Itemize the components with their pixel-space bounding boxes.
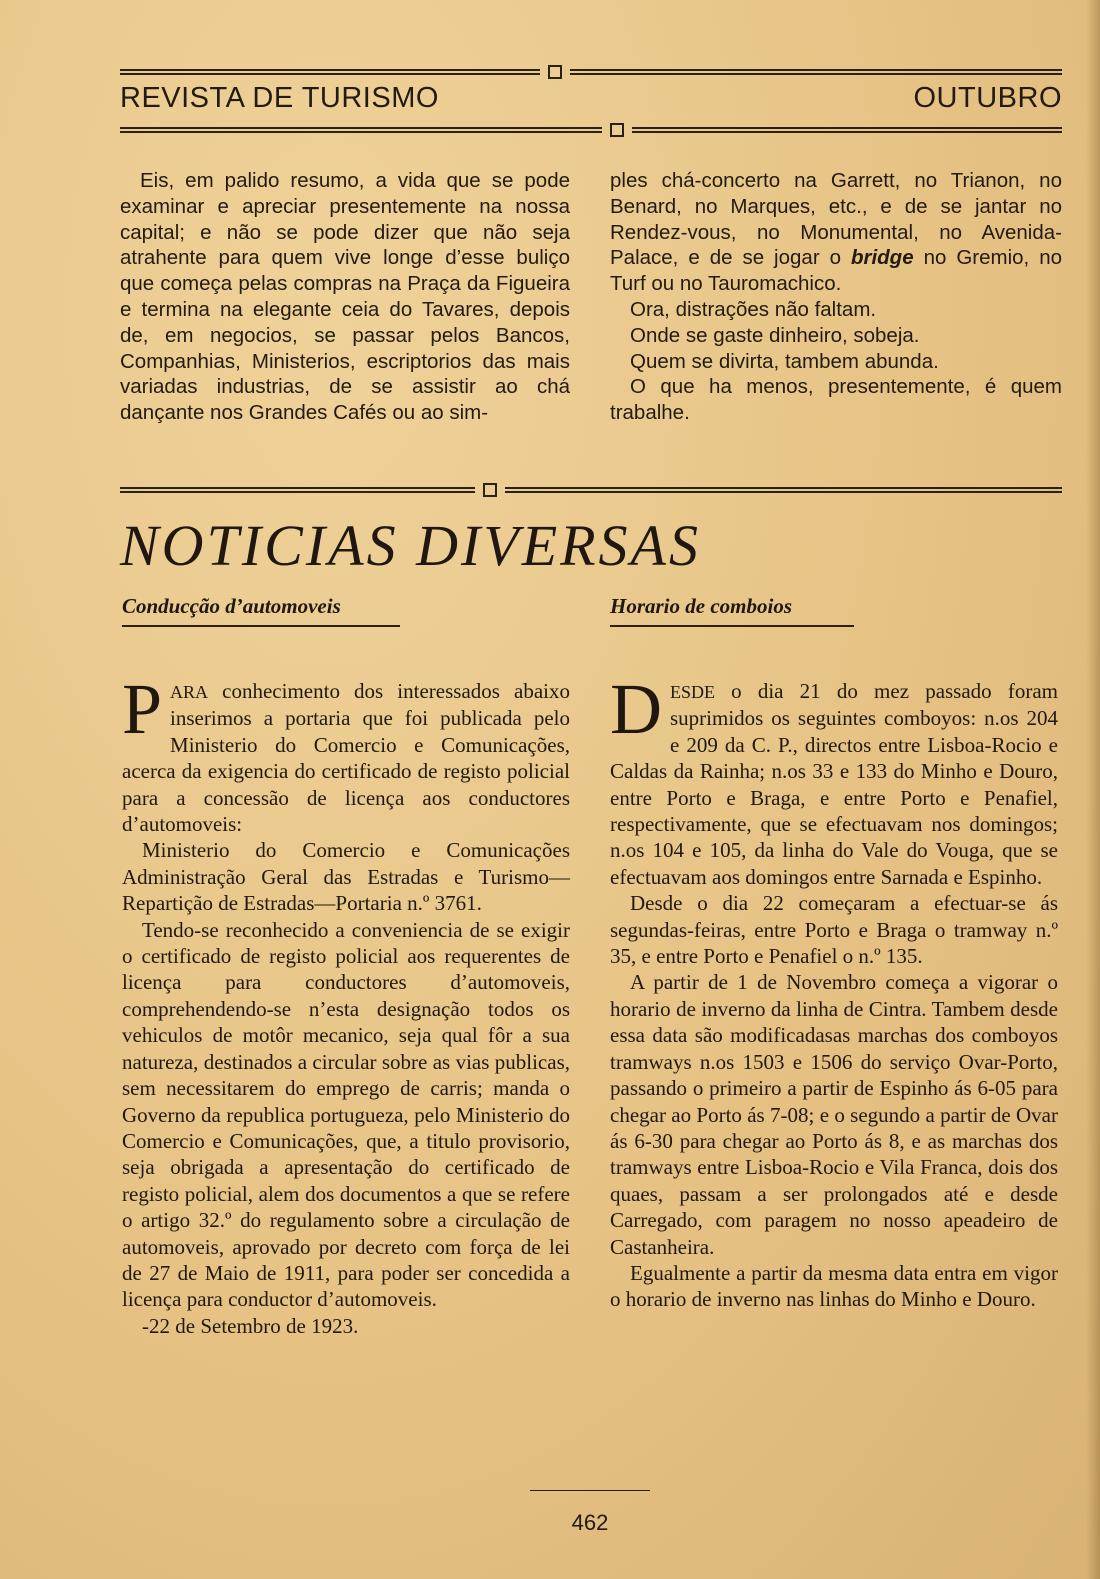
ornament-square-icon [548, 65, 562, 79]
article-paragraph: Tendo-se reconhecido a conveniencia de se exigir o certificado de registo policial aos requerentes de licença para conductores d’automoveis, comprehendendo-se n’esta designação todos os vehiculos de motôr mecanico, seja qual fôr a sua natureza, destinados a circular sobre as vias publicas, sem necessitarem do emprego de carris; manda o Governo da republica portugueza, pelo Ministerio do Comercio e Comunicações, que, a titulo provisorio, seja obrigada a apresentação do certificado de registo policial, alem dos documentos a que se refere o artigo 32.º do regulamento sobre a circulação de automoveis, aprovado por decreto com força de lei de 27 de Maio de 1911, para poder ser concedida a licença para conductor d’automoveis. [122, 917, 570, 1312]
ornament-square-icon [610, 123, 624, 137]
article-paragraph: Desde o dia 22 começaram a efectuar-se ás segundas-feiras, entre Porto e Braga o tramway n.º 35, e entre Porto e Penafiel o n.º 135. [610, 891, 1058, 969]
article-paragraph: Ministerio do Comercio e Comunicações Administração Geral das Estradas e Turismo—Repartição de Estradas—Portaria n.º 3761. [122, 838, 570, 916]
drop-cap: D [610, 669, 662, 749]
article-comboios [610, 669, 1058, 1313]
intro-line: Quem se divirta, tambem abunda. [630, 349, 939, 373]
ornament-square-icon [483, 483, 497, 497]
article-heading-comboios: Horario de comboios [610, 594, 854, 627]
section-title: NOTICIAS DIVERSAS [120, 513, 701, 578]
intro-line: O que ha menos, presentemente, é quem trabalhe. [610, 375, 1062, 425]
folio-rule [530, 1490, 650, 1491]
header-top-rule [120, 65, 1062, 79]
article-paragraph: Egualmente a partir da mesma data entra em vigor o horario de inverno nas linhas do Minho e Douro. [610, 1260, 1058, 1312]
article-heading-automoveis: Conducção d’automoveis [122, 594, 400, 627]
intro-paragraph: Eis, em palido resumo, a vida que se pode examinar e apreciar presentemente na nossa capital; e não se pode dizer que não seja atrahente para quem vive longe d’esse buliço que começa pelas compras na Praça da Figueira e termina na elegante ceia do Tavares, depois de, em negocios, se passar pelos Bancos, Companhias, Ministerios, escriptorios das mais variadas industrias, de se assistir ao chá dançante nos Grandes Cafés ou ao sim- [120, 169, 570, 425]
drop-cap: P [122, 669, 163, 749]
section-divider [120, 483, 1062, 497]
running-header [120, 80, 1062, 116]
article-paragraph: PARA conhecimento dos interessados abaixo inserimos a portaria que foi publicada pelo Ministerio do Comercio e Comunicações, acerca da exigencia do certificado de registo policial para a concessão de licença aos conductores d’automoveis: [122, 669, 570, 837]
intro-column-left [120, 168, 570, 426]
article-paragraph: DESDE o dia 21 do mez passado foram suprimidos os seguintes comboyos: n.os 204 e 209 da C. P., directos entre Lisboa-Rocio e Caldas da Rainha; n.os 33 e 133 do Minho e Douro, entre Porto e Braga, e entre Porto e Penafiel, respectivamente, que se efectuavam nos domingos; n.os 104 e 105, da linha do Vale do Vouga, que se efectuavam aos domingos entre Sarnada e Espinho. [610, 669, 1058, 889]
page-edge-shadow [1086, 0, 1100, 1579]
publication-title: REVISTA DE TURISMO [120, 81, 439, 114]
page-number: 462 [571, 1510, 609, 1535]
header-bottom-rule [120, 123, 1062, 137]
intro-paragraph-continued: ples chá-concerto na Garrett, no Trianon, no Benard, no Marques, etc., e de se jantar no Rendez-vous, no Monumental, no Avenida-Palace, e de se jogar o bridge no Gremio, no Turf ou no Tauromachico. [610, 169, 1063, 296]
intro-line: Onde se gaste dinheiro, sobeja. [630, 323, 920, 347]
article-automoveis [122, 669, 570, 1339]
article-date: -22 de Setembro de 1923. [142, 1313, 359, 1338]
intro-column-right [610, 168, 1062, 426]
intro-line: Ora, distrações não faltam. [630, 297, 877, 321]
article-paragraph: A partir de 1 de Novembro começa a vigorar o horario de inverno da linha de Cintra. Tambem desde essa data são modificadasas marchas dos comboyos tramways n.os 1503 e 1506 do serviço Ovar-Porto, passando o primeiro a partir de Espinho ás 6-05 para chegar ao Porto ás 7-08; e o segundo a partir de Ovar ás 6-30 para chegar ao Porto ás 8, e as marchas dos tramways entre Lisboa-Rocio e Vila Franca, dois dos quaes, passam a ser prolongados até e desde Carregado, com paragem no nosso apeadeiro de Castanheira. [610, 970, 1058, 1259]
issue-month: OUTUBRO [913, 81, 1062, 114]
